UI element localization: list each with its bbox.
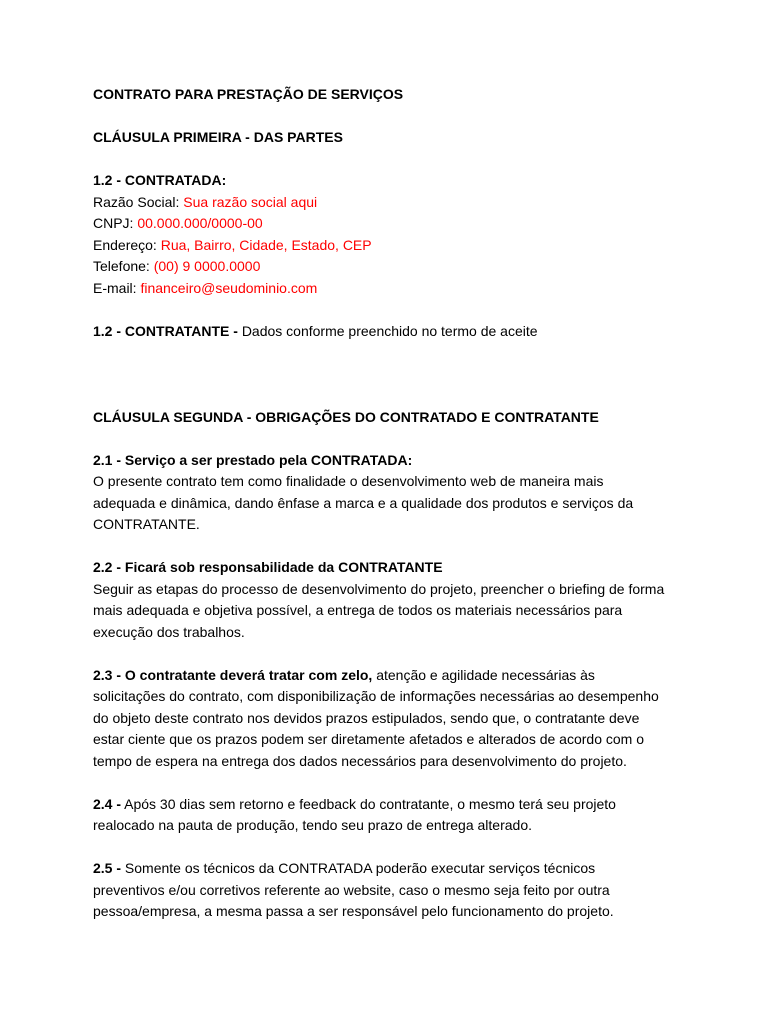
field-telefone [93, 256, 693, 278]
section-2-2-heading: 2.2 - Ficará sob responsabilidade da CONTRATANTE [93, 559, 443, 575]
contract-document [93, 84, 693, 923]
paragraph-line: Seguir as etapas do processo de desenvolvimento do projeto, preencher o briefing de forma [93, 580, 665, 597]
document-title: CONTRATO PARA PRESTAÇÃO DE SERVIÇOS [93, 86, 404, 102]
clause-2-heading: CLÁUSULA SEGUNDA - OBRIGAÇÕES DO CONTRATADO E CONTRATANTE [93, 408, 599, 425]
field-label: Razão Social: [93, 193, 180, 210]
field-cnpj [93, 213, 693, 235]
section-2-5-lead: 2.5 - [93, 860, 122, 876]
field-label: Telefone: [93, 258, 150, 274]
section-2-3-lead: 2.3 - O contratante deverá tratar com zelo, [93, 666, 373, 683]
field-razao-social [93, 192, 693, 214]
field-endereco [93, 235, 693, 257]
paragraph-line: execução dos trabalhos. [93, 623, 245, 640]
paragraph-line: realocado na pauta de produção, tendo seu prazo de entrega alterado. [93, 817, 532, 833]
paragraph-line: preventivos e/ou corretivos referente ao website, caso o mesmo seja feito por outra [93, 881, 610, 898]
paragraph-line: mais adequada e objetiva possível, a entrega de todos os materiais necessários para [93, 602, 623, 618]
paragraph-line: adequada e dinâmica, dando ênfase a marca e a qualidade dos produtos e serviços da [93, 494, 634, 511]
contratante-text: Dados conforme preenchido no termo de aceite [241, 322, 538, 339]
field-value: 00.000.000/0000-00 [137, 215, 263, 231]
section-2-5-rest: Somente os técnicos da CONTRATADA poderão executar serviços técnicos [121, 860, 596, 876]
field-label: Endereço: [93, 236, 157, 253]
contratante-line [93, 321, 693, 343]
contratante-label: 1.2 - CONTRATANTE - [93, 322, 238, 339]
paragraph-line: solicitações do contrato, com disponibilização de informações necessárias ao desempenho [93, 688, 659, 704]
contratada-heading: 1.2 - CONTRATADA: [93, 172, 227, 188]
paragraph-line: tempo de espera na entrega dos dados necessários para desenvolvimento do projeto. [93, 752, 627, 769]
paragraph-line: CONTRATANTE. [93, 516, 200, 532]
field-value: financeiro@seudominio.com [140, 279, 318, 296]
paragraph-line: O presente contrato tem como finalidade o desenvolvimento web de maneira mais [93, 473, 604, 489]
section-2-3-rest: atenção e agilidade necessárias às [372, 666, 595, 683]
paragraph-line: do objeto deste contrato nos devidos prazos estipulados, sendo que, o contratante deve [93, 709, 640, 726]
section-2-5-first-line [93, 858, 693, 880]
section-2-4-rest: Após 30 dias sem retorno e feedback do contratante, o mesmo terá seu projeto [121, 795, 616, 812]
field-value: (00) 9 0000.0000 [153, 258, 261, 274]
field-label: E-mail: [93, 279, 137, 296]
field-value: Sua razão social aqui [183, 193, 318, 210]
field-label: CNPJ: [93, 215, 134, 231]
paragraph-line: pessoa/empresa, a mesma passa a ser responsável pelo funcionamento do projeto. [93, 903, 614, 919]
section-2-4-lead: 2.4 - [93, 795, 122, 812]
section-2-3-first-line [93, 665, 693, 687]
clause-1-heading: CLÁUSULA PRIMEIRA - DAS PARTES [93, 129, 343, 145]
section-2-1-heading: 2.1 - Serviço a ser prestado pela CONTRATADA: [93, 451, 413, 468]
field-value: Rua, Bairro, Cidade, Estado, CEP [160, 236, 372, 253]
field-email [93, 278, 693, 300]
paragraph-line: estar ciente que os prazos podem ser diretamente afetados e alterados de acordo com o [93, 731, 644, 747]
section-2-4-first-line [93, 794, 693, 816]
